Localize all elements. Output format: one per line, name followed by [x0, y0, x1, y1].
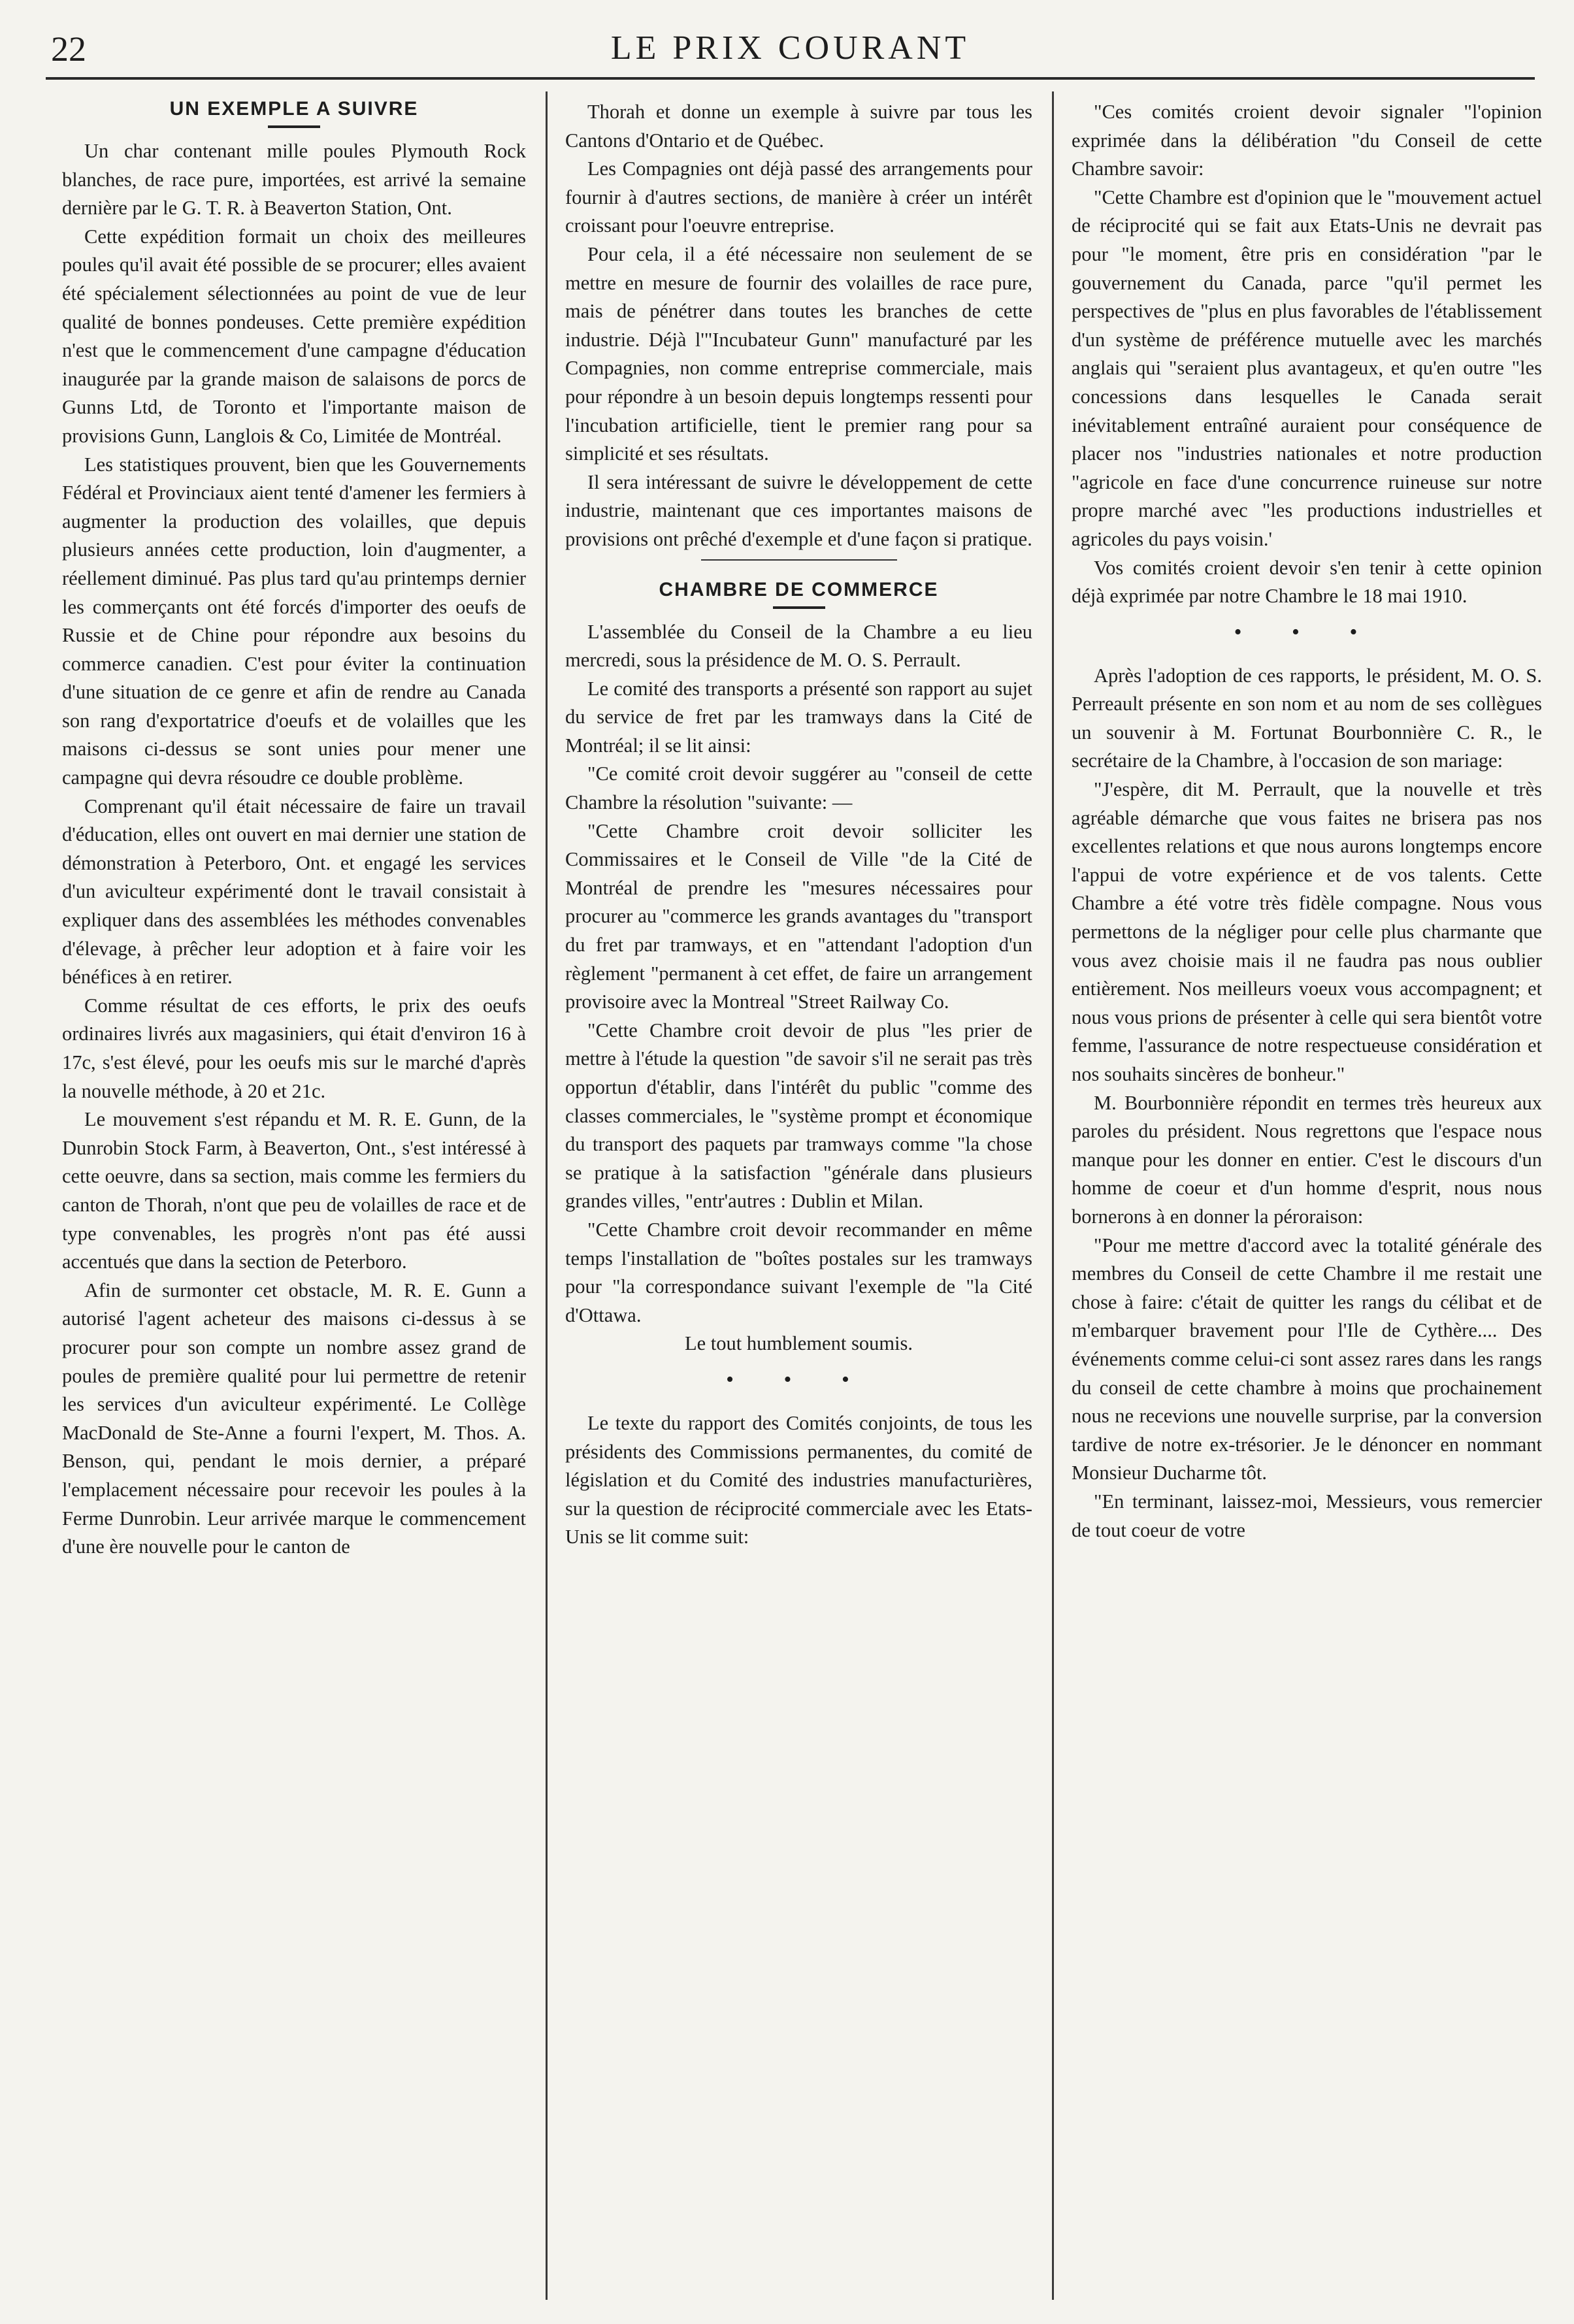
paragraph: "Cette Chambre croit devoir solliciter les Commissaires et le Conseil de Ville "de la Cité de Montréal de prendre les "mesures nécessaires pour procurer au "commerce les grands avantages du "transport du fret par tramways, et en "attendant l'adoption d'un règlement "permanent à cet effet, de faire un arrangement provisoire avec la Montreal "Street Railway Co. — [565, 819, 1032, 1013]
paragraph: Comme résultat de ces efforts, le prix des oeufs ordinaires livrés aux magasiniers, qui était d'environ 16 à 17c, s'est élevé, pour les oeufs mis sur le marché d'après la nouvelle méthode, à 20 et 21c. — [62, 994, 526, 1102]
paragraph: M. Bourbonnière répondit en termes très heureux aux paroles du président. Nous regrettons que l'espace nous manque pour les donner en entier. C'est le discours d'un homme de coeur et d'un homme d'esprit, nous nous bornerons à en donner la péroraison: — [1072, 1091, 1542, 1228]
page-header — [46, 22, 1535, 77]
running-title: LE PRIX COURANT — [610, 29, 970, 67]
paragraph: Le texte du rapport des Comités conjoints, de tous les présidents des Commissions permanentes, du comité de législation et du Comité des industries manufacturières, sur la question de réciprocité commerciale avec les Etats-Unis se lit comme suit: — [565, 1411, 1032, 1548]
heading-dash — [268, 125, 320, 128]
column-3 — [1072, 98, 1542, 2300]
paragraph: "Cette Chambre croit devoir recommander en même temps l'installation de "boîtes postales sur les tramways pour "la correspondance suivant l'exemple de "la Cité d'Ottawa. — [565, 1218, 1032, 1326]
paragraph: Un char contenant mille poules Plymouth Rock blanches, de race pure, importées, est arrivé la semaine dernière par le G. T. R. à Beaverton Station, Ont. — [62, 140, 526, 220]
paragraph: Cette expédition formait un choix des meilleures poules qu'il avait été possible de se procurer; elles avaient été spécialement sélectionnées au point de vue de leur qualité de bonnes pondeuses. Cette première expédition n'est que le commencement d'une campagne d'éducation inaugurée par la grande maison de salaisons de porcs de Gunns Ltd, de Toronto et l'importante maison de provisions Gunn, Langlois & Co, Limitée de Montréal. — [62, 225, 526, 447]
article-heading: UN EXEMPLE A SUIVRE — [169, 98, 419, 120]
ornament-stars: • • • — [726, 1367, 872, 1392]
column-divider — [1052, 91, 1054, 2300]
paragraph: "Cette Chambre est d'opinion que le "mouvement actuel de réciprocité qui se fait aux Etats-Unis ne devrait pas pour "le moment, être pris en considération "par le gouvernement du Canada, parce "qu'il permet les perspectives de "plus en plus favorables de l'établissement d'un système de préférence mutuelle avec les marchés anglais qui "seraient plus avantageux, et qu'en outre "les concessions dans lesquelles le Canada serait inévitablement entraîné auraient pour conséquence de placer nos "industries nationales et notre production "agricole en face d'une concurrence ruineuse sur notre propre marché avec "les productions industrielles et agricoles du pays voisin.' — [1072, 186, 1542, 550]
paragraph: Pour cela, il a été nécessaire non seulement de se mettre en mesure de fournir des volailles de race pure, mais de pénétrer dans toutes les branches de cette industrie. Déjà l'"Incubateur Gunn" manufacturé par les Compagnies, non comme entreprise commerciale, mais pour répondre à un besoin depuis longtemps ressenti pour l'incubation artificielle, tient le premier rang pour sa simplicité et ses résultats. — [565, 242, 1032, 465]
paragraph: "Ce comité croit devoir suggérer au "conseil de cette Chambre la résolution "suivante: — — [565, 762, 1032, 814]
closing-line: Le tout humblement soumis. — [684, 1332, 913, 1355]
paragraph: "En terminant, laissez-moi, Messieurs, vous remercier de tout coeur de votre — [1072, 1490, 1542, 1541]
section-rule — [701, 559, 897, 561]
paragraph: Afin de surmonter cet obstacle, M. R. E. Gunn a autorisé l'agent acheteur des maisons ci-dessus à se procurer pour son compte un nombre assez grand de poules de première qualité pour lui permettre de retenir les services d'un aviculteur expérimenté. Le Collège MacDonald de Ste-Anne a fourni l'expert, M. Thos. A. Benson, qui, pendant le mois dernier, a préparé l'emplacement nécessaire pour recevoir les poules à la Ferme Dunrobin. Leur arrivée marque le commencement d'une ère nouvelle pour le canton de — [62, 1279, 526, 1558]
paragraph: Vos comités croient devoir s'en tenir à cette opinion déjà exprimée par notre Chambre le 18 mai 1910. — [1072, 556, 1542, 608]
paragraph: "J'espère, dit M. Perrault, que la nouvelle et très agréable démarche que vous faites ne brisera pas nos excellentes relations et que nous aurons longtemps encore l'appui de votre expérience et de vos talents. Cette Chambre a été votre très fidèle compagne. Nous vous permettons de la négliger pour celle plus charmante que vous avez choisie mais il ne faudra pas nous oublier entièrement. Nos meilleurs voeux vous accompagnent; et nous vous prions de présenter à celle qui sera bientôt votre femme, l'assurance de notre respectueuse considération et nos souhaits sincères de bonheur." — [1072, 778, 1542, 1085]
paragraph: Comprenant qu'il était nécessaire de faire un travail d'éducation, elles ont ouvert en mai dernier une station de démonstration à Peterboro, Ont. et engagé les services d'un aviculteur expérimenté dont le travail consistait à expliquer dans des assemblées les méthodes convenables d'élevage, à prêcher leur adoption et à faire voir les bénéfices à en retirer. — [62, 794, 526, 989]
ornament-stars: • • • — [1234, 619, 1380, 644]
paragraph: Les statistiques prouvent, bien que les Gouvernements Fédéral et Provinciaux aient tenté d'amener les fermiers à augmenter la production des volailles, que depuis plusieurs années cette production, loin d'augmenter, a réellement diminué. Pas plus tard qu'au printemps dernier les commerçants ont été forcés d'importer des oeufs de Russie et de Chine pour répondre aux besoins du commerce canadien. C'est pour éviter la continuation d'une situation de ce genre et afin de rendre au Canada son rang d'exportatrice d'oeufs et de volailles que les maisons ci-dessus se sont unies pour mener une campagne qui devra résoudre ce double problème. — [62, 453, 526, 789]
page-number: 22 — [51, 29, 86, 69]
paragraph: Il sera intéressant de suivre le développement de cette industrie, maintenant que ces importantes maisons de provisions ont prêché d'exemple et d'une façon si pratique. — [565, 470, 1032, 550]
column-1 — [62, 98, 526, 2300]
column-2 — [565, 98, 1032, 2300]
article-heading: CHAMBRE DE COMMERCE — [659, 578, 939, 600]
paragraph: Le mouvement s'est répandu et M. R. E. Gunn, de la Dunrobin Stock Farm, à Beaverton, Ont., s'est intéressé à cette oeuvre, dans sa section, mais comme les fermiers du canton de Thorah, n'ont que peu de volailles de race et de type convenables, les progrès n'ont pas été aussi accentués que dans la section de Peterboro. — [62, 1108, 526, 1273]
paragraph: Thorah et donne un exemple à suivre par tous les Cantons d'Ontario et de Québec. — [565, 101, 1032, 152]
paragraph: "Pour me mettre d'accord avec la totalité générale des membres du Conseil de cette Chambre il me restait une chose à faire: c'était de quitter les rangs du célibat et de m'embarquer bravement pour l'Ile de Cythère.... Des événements comme celui-ci sont assez rares dans les rangs du conseil de cette chambre à moins que prochainement nous ne recevions une nouvelle surprise, par la conversion tardive de notre ex-trésorier. Je le dénoncer en nommant Monsieur Ducharme tôt. — [1072, 1234, 1542, 1484]
heading-dash — [773, 606, 825, 609]
header-rule — [46, 77, 1535, 80]
paragraph: L'assemblée du Conseil de la Chambre a eu lieu mercredi, sous la présidence de M. O. S. Perrault. — [565, 620, 1032, 672]
paragraph: "Ces comités croient devoir signaler "l'opinion exprimée dans la délibération "du Conseil de cette Chambre savoir: — [1072, 101, 1542, 180]
paragraph: Après l'adoption de ces rapports, le président, M. O. S. Perreault présente en son nom et au nom de ses collègues un souvenir à M. Fortunat Bourbonnière C. R., le secrétaire de la Chambre, à l'occasion de son mariage: — [1072, 664, 1542, 772]
column-divider — [546, 91, 548, 2300]
paragraph: "Cette Chambre croit devoir de plus "les prier de mettre à l'étude la question "de savoir s'il ne serait pas très opportun d'établir, dans l'intérêt du public "comme des classes commerciales, le "système prompt et économique du transport des paquets par tramways comme "la chose se pratique à la satisfaction "générale dans plusieurs grandes villes, "entr'autres : Dublin et Milan. — [565, 1019, 1032, 1213]
paragraph: Le comité des transports a présenté son rapport au sujet du service de fret par les tramways dans la Cité de Montréal; il se lit ainsi: — [565, 677, 1032, 757]
paragraph: Les Compagnies ont déjà passé des arrangements pour fournir à d'autres sections, de manière à créer un intérêt croissant pour l'oeuvre entreprise. — [565, 157, 1032, 237]
